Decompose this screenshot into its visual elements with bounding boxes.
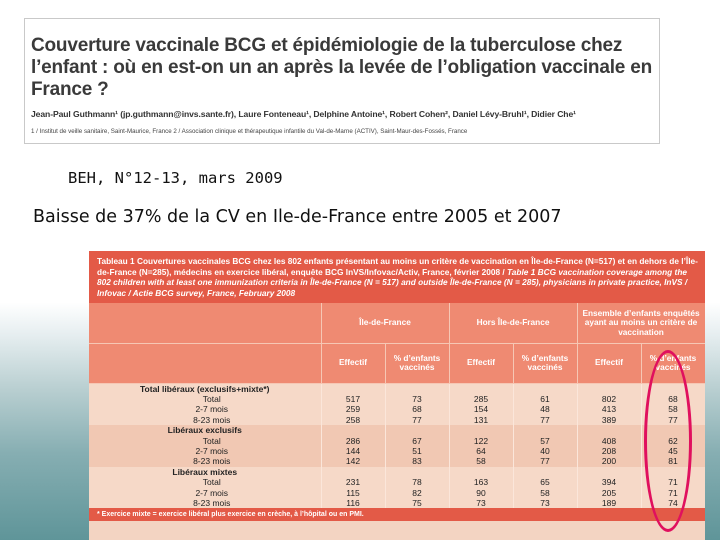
cell-spacer [578,384,641,394]
row-label: 2-7 mois [195,487,229,498]
value-cell [385,383,449,425]
cell-value: 154 [473,404,489,415]
article-header-card [24,18,660,144]
cell-value: 286 [345,435,361,446]
cell-value: 394 [601,477,617,488]
table-group-row [89,383,705,425]
header-effectif: Effectif [577,343,641,383]
cell-value: 131 [473,414,489,425]
cell-spacer [386,384,449,394]
header-hors-idf: Hors Île-de-France [449,303,577,343]
cell-value: 517 [345,393,361,404]
cell-value: 231 [345,477,361,488]
row-label: 2-7 mois [195,404,229,415]
cell-value: 68 [668,393,678,404]
cell-value: 115 [346,487,360,498]
cell-value: 51 [412,445,422,456]
header-effectif: Effectif [321,343,385,383]
highlight-circle [644,350,692,532]
cell-value: 77 [412,414,422,425]
cell-value: 40 [540,445,550,456]
article-authors: Jean-Paul Guthmann¹ (jp.guthmann@invs.sante.fr), Laure Fonteneau¹, Delphine Antoine¹, Robert Cohen², Daniel Lévy-Bruhl¹, Didier Che¹ [31,109,576,119]
row-label: 2-7 mois [195,445,229,456]
cell-value: 48 [540,404,550,415]
value-cell [577,383,641,425]
value-cell [513,467,577,509]
cell-value: 58 [540,487,550,498]
value-cell [513,425,577,467]
cell-spacer [450,425,513,435]
group-label-cell [89,383,321,425]
cell-spacer [386,425,449,435]
cell-value: 58 [476,456,486,467]
cell-spacer [450,384,513,394]
cell-value: 65 [540,477,550,488]
cell-value: 802 [601,393,617,404]
cell-value: 61 [540,393,550,404]
value-cell [513,383,577,425]
cell-value: 78 [412,477,422,488]
cell-value: 71 [668,477,678,488]
cell-value: 82 [412,487,422,498]
row-label: 8-23 mois [193,497,231,508]
row-label: Total [202,435,221,446]
cell-value: 77 [540,414,550,425]
cell-value: 64 [476,445,486,456]
cell-value: 45 [668,445,678,456]
value-cell [385,467,449,509]
value-cell [449,425,513,467]
group-label-cell [89,425,321,467]
publication-reference: BEH, N°12-13, mars 2009 [68,169,283,187]
cell-value: 62 [668,435,678,446]
cell-value: 77 [540,456,550,467]
cell-value: 77 [668,414,678,425]
article-title [31,35,653,101]
cell-spacer [450,467,513,477]
cell-value: 122 [473,435,489,446]
cell-value: 73 [412,393,422,404]
header-pct: % d’enfants vaccinés [513,343,577,383]
cell-value: 81 [668,456,678,467]
cell-value: 73 [476,497,486,508]
value-cell [321,383,385,425]
group-title: Libéraux exclusifs [167,425,242,436]
row-label: 8-23 mois [193,456,231,467]
cell-value: 189 [601,497,617,508]
article-title-line: France ? [31,79,109,100]
header-idf: Île-de-France [321,303,449,343]
slide-headline: Baisse de 37% de la CV en Ile-de-France entre 2005 et 2007 [33,207,562,227]
cell-value: 73 [540,497,550,508]
group-title: Total libéraux (exclusifs+mixte*) [139,383,270,394]
cell-value: 259 [345,404,361,415]
vaccination-table [89,251,705,540]
cell-value: 200 [601,456,617,467]
cell-value: 205 [601,487,617,498]
caption-en: Table 1 BCG vaccination coverage among the 802 children with at least one immunization criteria in Île-de-France (N = 517) and outside Île-de-France (N = 285), physicians in private practice, InVS / Infovac / Actie BCG survey, France, February 2008 [97,266,688,298]
value-cell [449,467,513,509]
table-footnote: * Exercice mixte = exercice libéral plus exercice en crèche, à l’hôpital ou en PMI. [89,508,705,521]
article-title-line: Couverture vaccinale BCG et épidémiologie de la tuberculose chez [31,35,623,56]
table-caption [89,251,705,303]
cell-spacer [386,467,449,477]
cell-spacer [514,467,577,477]
cell-spacer [514,425,577,435]
cell-value: 389 [601,414,617,425]
caption-fr: Tableau 1 Couvertures vaccinales BCG chez les 802 enfants présentant au moins un critère de vaccination en Île-de-France (N=517) et en dehors de l’Île-de-France (N=285), médecins en exercice libéral, enquête BCG InVS/Infovac/Activ, France, février 2008 / [97,256,698,277]
header-effectif: Effectif [449,343,513,383]
value-cell [321,425,385,467]
value-cell [385,425,449,467]
header-pct: % d’enfants vaccinés [641,343,705,383]
coverage-table [89,303,705,508]
cell-value: 163 [473,477,489,488]
cell-spacer [322,425,385,435]
cell-value: 74 [668,497,678,508]
cell-spacer [322,384,385,394]
cell-spacer [578,467,641,477]
cell-value: 90 [476,487,486,498]
row-label: Total [202,393,221,404]
cell-value: 58 [668,404,678,415]
article-title-line: l’enfant : où en est-on un an après la levée de l’obligation vaccinale en [31,57,653,78]
group-title: Libéraux mixtes [172,466,238,477]
cell-value: 408 [601,435,617,446]
table-group-row [89,467,705,509]
cell-value: 142 [345,456,361,467]
cell-value: 68 [412,404,422,415]
value-cell [449,383,513,425]
table-group-row [89,425,705,467]
cell-value: 413 [601,404,617,415]
header-pct: % d’enfants vaccinés [385,343,449,383]
header-ensemble: Ensemble d’enfants enquêtés ayant au moins un critère de vaccination [577,303,705,343]
cell-spacer [514,384,577,394]
cell-spacer [322,467,385,477]
cell-value: 208 [601,445,617,456]
cell-value: 83 [412,456,422,467]
value-cell [577,467,641,509]
cell-value: 144 [345,445,361,456]
cell-value: 116 [346,497,360,508]
group-label-cell [89,467,321,509]
cell-value: 57 [540,435,550,446]
value-cell [577,425,641,467]
cell-spacer [578,425,641,435]
cell-value: 71 [668,487,678,498]
header-empty [89,343,321,383]
cell-value: 258 [345,414,361,425]
cell-value: 285 [473,393,489,404]
value-cell [321,467,385,509]
header-empty [89,303,321,343]
cell-value: 75 [412,497,422,508]
row-label: Total [202,477,221,488]
cell-value: 67 [412,435,422,446]
row-label: 8-23 mois [193,414,231,425]
article-affiliations: 1 / Institut de veille sanitaire, Saint-Maurice, France 2 / Association clinique et thérapeutique infantile du Val-de-Marne (ACTIV), Saint-Maur-des-Fossés, France [31,128,468,135]
